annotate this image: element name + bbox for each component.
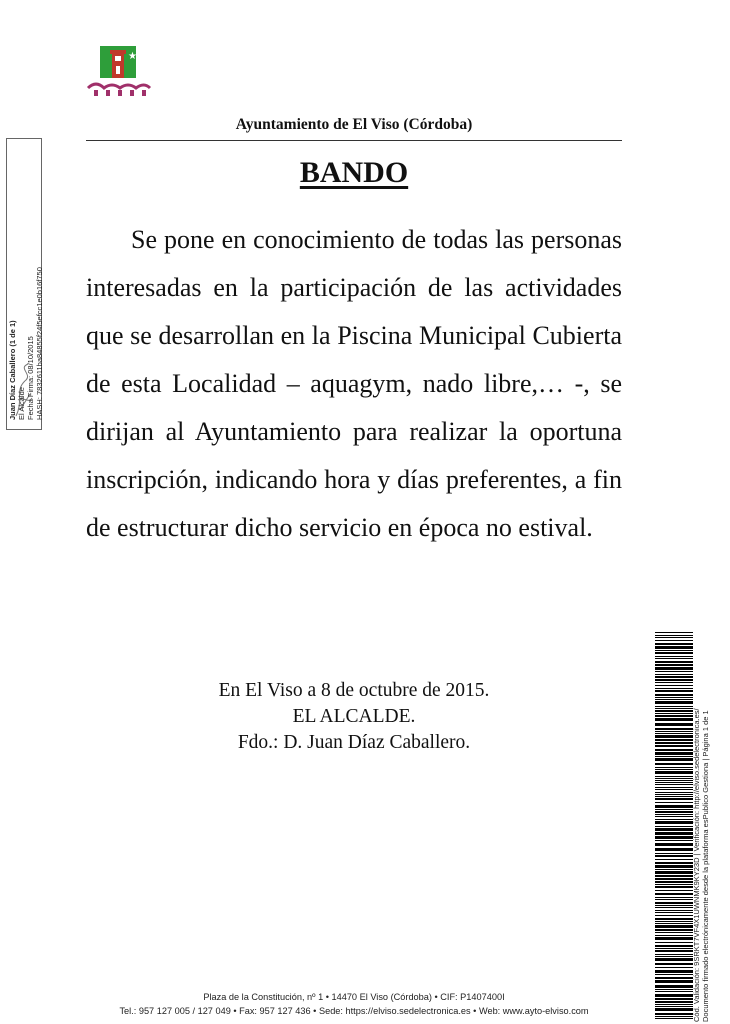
barcode-bar [655,735,693,738]
title-text: BANDO [299,156,409,189]
barcode-bar [655,1016,693,1017]
bando-body: Se pone en conocimiento de todas las personas interesadas en la participación de las actividades que se desarrollan en la Piscina Municipal Cubierta de esta Localidad – aquagym, nado libre,… -, se dirijan al Ayuntamiento para realizar la oportuna inscripción, indicando hora y días preferentes, a fin de estructurar dicho servicio en época no estival. [86,225,622,542]
barcode-bar [655,682,693,683]
barcode-bar [655,778,693,779]
barcode-bar [655,998,693,1000]
barcode-bar [655,905,693,906]
barcode-bar [655,690,693,692]
barcode-bar [655,805,693,808]
barcode-bar [655,749,693,751]
barcode-bar [655,929,693,931]
barcode-bar [655,890,693,891]
barcode-bar [655,667,693,670]
place-date: En El Viso a 8 de octubre de 2015. [218,680,490,701]
validation-platform: Documento firmado electrónicamente desde la plataforma esPublico Gestiona | Página 1 de 1 [701,710,710,1022]
barcode-bar [655,767,693,768]
barcode-bar [655,897,693,898]
barcode-bar [655,974,693,975]
document-title [86,156,622,190]
barcode-bar [655,848,693,851]
barcode-bar [655,643,693,645]
signature-details [8,140,44,420]
barcode-bar [655,771,693,774]
barcode-bar [655,985,693,988]
barcode-bar [655,956,693,957]
barcode-bar [655,674,693,675]
barcode-bar [655,869,693,870]
signer-role: EL ALCALDE. [292,706,416,727]
barcode-bar [655,915,693,916]
barcode-bar [655,739,693,741]
barcode-bar [655,632,693,633]
barcode-bar [655,994,693,997]
barcode-bar [655,871,693,874]
barcode-bar [655,910,693,911]
barcode-bar [655,828,693,831]
barcode-bar [655,907,693,908]
header-divider [86,140,622,141]
barcode-bar [655,787,693,788]
barcode-bar [655,1008,693,1011]
barcode-bar [655,954,693,955]
validation-barcode [655,632,693,1020]
barcode-bar [655,1018,693,1019]
barcode-bar [655,679,693,681]
svg-text:★: ★ [128,51,137,62]
closing-block [86,678,622,756]
signature-role: El Alcalde [17,387,26,420]
barcode-bar [655,902,693,904]
barcode-bar [655,819,693,820]
signature-name: Juan Díaz Caballero (1 de 1) [8,320,17,420]
barcode-bar [655,811,693,813]
barcode-bar [655,912,693,913]
barcode-bar [655,794,693,795]
barcode-bar [655,742,693,744]
organization-name: Ayuntamiento de El Viso (Córdoba) [235,116,473,133]
barcode-bar [655,980,693,983]
barcode-bar [655,802,693,803]
barcode-bar [655,816,693,817]
barcode-bar [655,789,693,790]
barcode-bar [655,710,693,712]
municipal-logo [86,44,152,100]
barcode-bar [655,1004,693,1005]
barcode-bar [655,798,693,800]
barcode-bar [655,758,693,761]
barcode-bar [655,862,693,864]
barcode-bar [655,814,693,815]
barcode-bar [655,865,693,868]
validation-code: Cód. Validación: 9SRKT7VF4X1UWNMK9KY23D | Verificación: http://elviso.sedelectronica.es/ [692,708,701,1022]
barcode-bar [655,878,693,880]
barcode-bar [655,967,693,968]
barcode-bar [655,958,693,961]
barcode-bar [655,763,693,765]
barcode-bar [655,715,693,717]
barcode-bar [655,708,693,709]
barcode-bar [655,977,693,979]
barcode-bar [655,658,693,659]
barcode-bar [655,950,693,952]
signature-hash: HASH: 7832611ba84855f24f5efcc1e0b16f750 [35,267,44,420]
barcode-bar [655,809,693,810]
barcode-bar [655,893,693,895]
signature-date: Fecha Firma: 08/10/2015 [26,336,35,420]
barcode-bar [655,840,693,841]
barcode-bar [655,652,693,654]
barcode-bar [655,769,693,770]
barcode-bar [655,637,693,638]
barcode-bar [655,699,693,700]
barcode-bar [655,826,693,827]
barcode-bar [655,731,693,732]
barcode-bar [655,656,693,657]
barcode-bar [655,782,693,783]
validation-text [692,622,720,1022]
barcode-bar [655,884,693,885]
barcode-bar [655,694,693,696]
barcode-bar [655,701,693,704]
barcode-bar [655,1006,693,1007]
barcode-bar [655,776,693,777]
barcode-bar [655,991,693,992]
barcode-bar [655,796,693,797]
barcode-bar [655,899,693,900]
barcode-bar [655,685,693,686]
barcode-bar [655,886,693,888]
barcode-bar [655,859,693,860]
barcode-bar [655,881,693,883]
barcode-bar [655,718,693,721]
barcode-bar [655,756,693,757]
signed-by: Fdo.: D. Juan Díaz Caballero. [237,732,471,753]
barcode-bar [655,676,693,678]
barcode-bar [655,836,693,839]
barcode-bar [655,728,693,730]
barcode-bar [655,855,693,857]
barcode-bar [655,921,693,922]
barcode-bar [655,925,693,928]
barcode-bar [655,937,693,940]
barcode-bar [655,723,693,726]
barcode-bar [655,821,693,824]
barcode-bar [655,989,693,990]
barcode-bar [655,780,693,781]
barcode-bar [655,963,693,965]
footer-contact: Tel.: 957 127 005 / 127 049 • Fax: 957 127 436 • Sede: https://elviso.sedelectronica.es • Web: www.ayto-elviso.com [119,1006,589,1016]
barcode-bar [655,942,693,943]
barcode-bar [655,832,693,835]
barcode-bar [655,752,693,755]
barcode-bar [655,733,693,734]
barcode-bar [655,697,693,698]
barcode-bar [655,661,693,663]
barcode-bar [655,935,693,936]
barcode-bar [655,932,693,933]
barcode-bar [655,671,693,672]
barcode-bar [655,640,693,641]
barcode-bar [655,784,693,785]
barcode-bar [655,875,693,877]
barcode-bar [655,843,693,846]
barcode-bar [655,923,693,924]
barcode-bar [655,713,693,714]
footer-address: Plaza de la Constitución, nº 1 • 14470 El Viso (Córdoba) • CIF: P1407400I [203,992,505,1002]
barcode-bar [655,646,693,649]
barcode-bar [655,688,693,689]
barcode-bar [655,792,693,793]
barcode-bar [655,664,693,666]
barcode-bar [655,853,693,854]
barcode-bar [655,948,693,949]
barcode-bar [655,918,693,920]
barcode-bar [655,1013,693,1015]
barcode-bar [655,706,693,707]
barcode-bar [655,650,693,651]
barcode-bar [655,635,693,636]
barcode-bar [655,1001,693,1003]
barcode-bar [655,970,693,973]
barcode-bar [655,945,693,947]
barcode-bar [655,745,693,747]
